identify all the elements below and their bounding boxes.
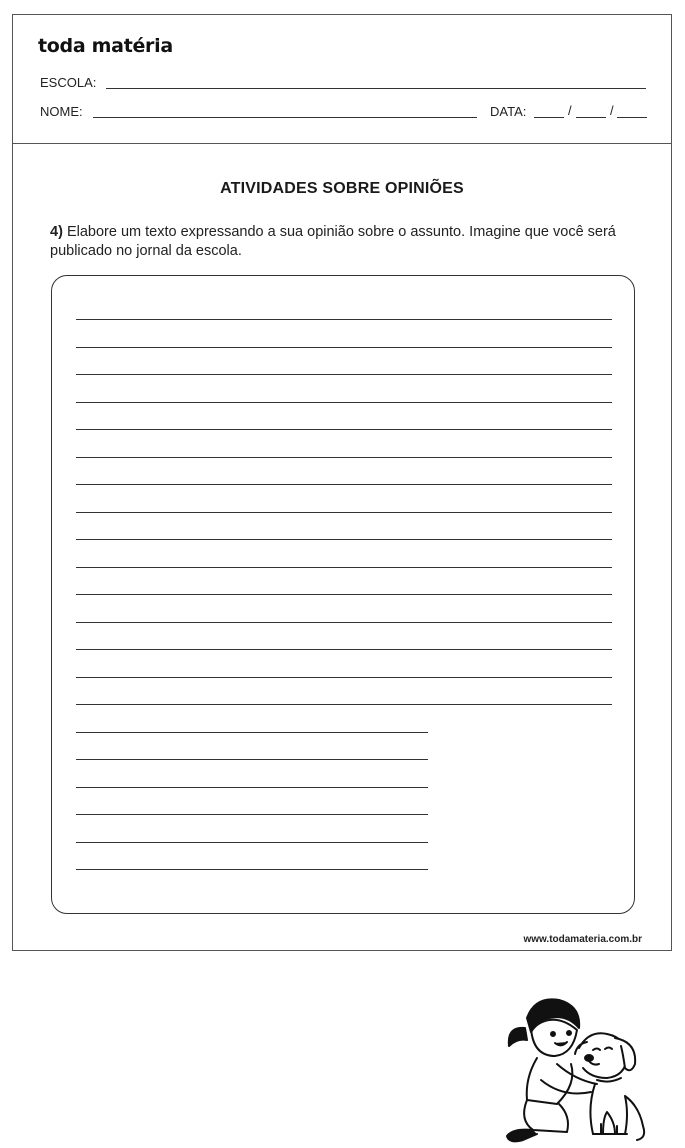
writing-line[interactable] bbox=[76, 484, 612, 485]
name-label: NOME: bbox=[40, 104, 83, 119]
writing-line[interactable] bbox=[76, 787, 428, 788]
question-number: 4) bbox=[50, 224, 63, 240]
writing-line[interactable] bbox=[76, 814, 428, 815]
writing-line[interactable] bbox=[76, 594, 612, 595]
brand-logo: toda matéria bbox=[38, 35, 173, 57]
writing-line[interactable] bbox=[76, 374, 612, 375]
date-separator: / bbox=[568, 103, 572, 118]
writing-line[interactable] bbox=[76, 347, 612, 348]
writing-line[interactable] bbox=[76, 319, 612, 320]
writing-line[interactable] bbox=[76, 402, 612, 403]
writing-line[interactable] bbox=[76, 429, 612, 430]
writing-line[interactable] bbox=[76, 759, 428, 760]
school-label: ESCOLA: bbox=[40, 75, 97, 90]
date-year-field[interactable] bbox=[617, 117, 647, 118]
writing-line[interactable] bbox=[76, 869, 428, 870]
writing-line[interactable] bbox=[76, 457, 612, 458]
footer-url[interactable]: www.todamateria.com.br bbox=[523, 934, 642, 945]
writing-line[interactable] bbox=[76, 677, 612, 678]
writing-line[interactable] bbox=[76, 732, 428, 733]
girl-hugging-dog-icon bbox=[497, 988, 647, 1148]
question-text: Elabore um texto expressando a sua opinião sobre o assunto. Imagine que você será publicado no jornal da escola. bbox=[50, 224, 616, 259]
writing-line[interactable] bbox=[76, 567, 612, 568]
answer-box[interactable] bbox=[51, 275, 635, 914]
writing-line[interactable] bbox=[76, 512, 612, 513]
date-month-field[interactable] bbox=[576, 117, 606, 118]
date-label: DATA: bbox=[490, 104, 527, 119]
date-day-field[interactable] bbox=[534, 117, 564, 118]
worksheet-title: ATIVIDADES SOBRE OPINIÕES bbox=[220, 180, 464, 197]
writing-line[interactable] bbox=[76, 649, 612, 650]
writing-line[interactable] bbox=[76, 842, 428, 843]
worksheet-page bbox=[12, 14, 672, 951]
question bbox=[50, 223, 650, 261]
writing-line[interactable] bbox=[76, 539, 612, 540]
date-separator: / bbox=[610, 103, 614, 118]
header-divider bbox=[13, 143, 671, 144]
writing-line[interactable] bbox=[76, 622, 612, 623]
writing-line[interactable] bbox=[76, 704, 612, 705]
name-field[interactable] bbox=[93, 117, 477, 118]
school-field[interactable] bbox=[106, 88, 646, 89]
